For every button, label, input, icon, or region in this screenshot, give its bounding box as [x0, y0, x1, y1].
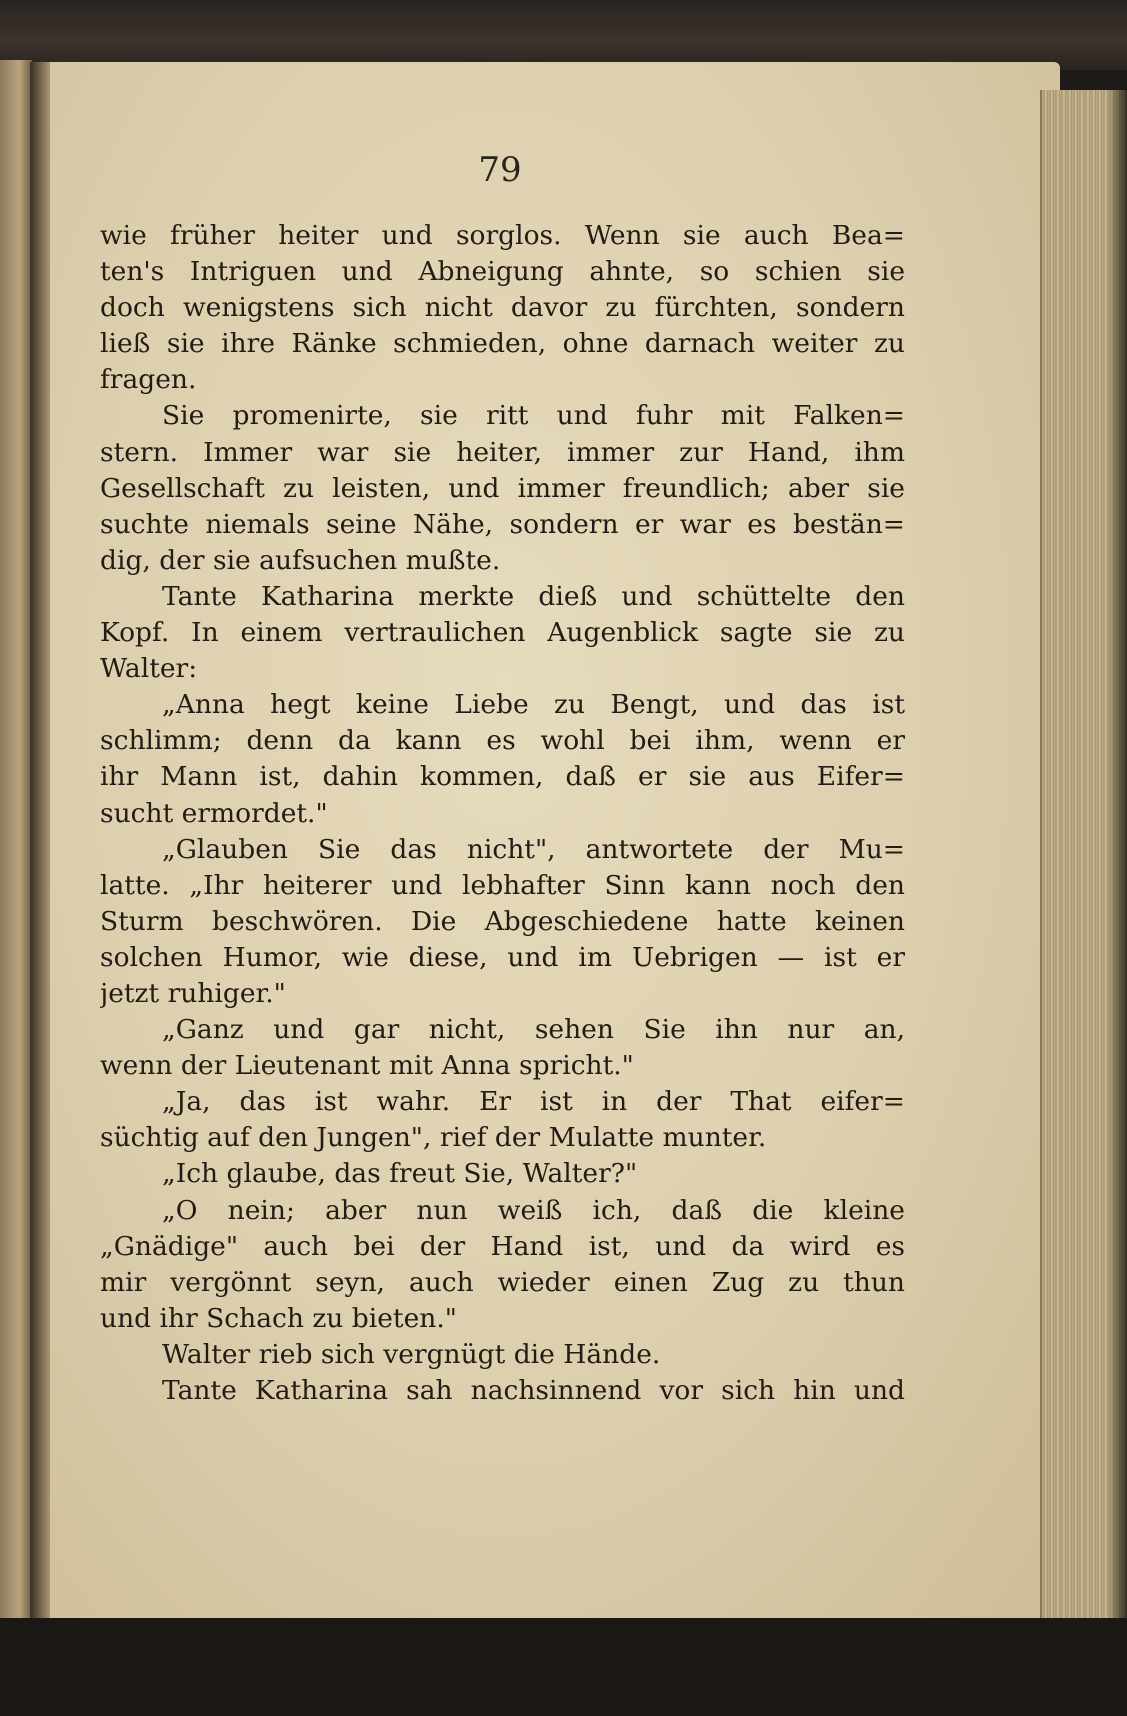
- background-bottom: [0, 1618, 1127, 1716]
- text-line: latte. „Ihr heiterer und lebhafter Sinn kann noch den: [100, 869, 905, 901]
- text-line: „Ja, das ist wahr. Er ist in der That eifer=: [162, 1086, 905, 1118]
- previous-page-edge: [0, 60, 32, 1620]
- text-line: Gesellschaft zu leisten, und immer freundlich; aber sie: [100, 472, 905, 504]
- text-line: solchen Humor, wie diese, und im Uebrigen — ist er: [100, 941, 905, 973]
- text-line: Sturm beschwören. Die Abgeschiedene hatte keinen: [100, 905, 905, 937]
- text-line: wie früher heiter und sorglos. Wenn sie auch Bea=: [100, 220, 905, 251]
- text-line: wenn der Lieutenant mit Anna spricht.": [100, 1050, 634, 1082]
- text-line: ihr Mann ist, dahin kommen, daß er sie aus Eifer=: [100, 761, 905, 793]
- text-line: ten's Intriguen und Abneigung ahnte, so schien sie: [100, 256, 905, 288]
- text-line: suchte niemals seine Nähe, sondern er war es bestän=: [100, 508, 905, 540]
- text-line: „Anna hegt keine Liebe zu Bengt, und das ist: [162, 689, 905, 721]
- text-line: jetzt ruhiger.": [100, 977, 286, 1009]
- page-block-edges: [1040, 90, 1127, 1620]
- page-number: 79: [478, 150, 522, 190]
- text-line: schlimm; denn da kann es wohl bei ihm, wenn er: [100, 725, 905, 757]
- body-text: [100, 218, 905, 1409]
- text-line: „Glauben Sie das nicht", antwortete der Mu=: [162, 833, 905, 865]
- text-line: ließ sie ihre Ränke schmieden, ohne darnach weiter zu: [100, 328, 905, 360]
- text-line: „O nein; aber nun weiß ich, daß die kleine: [162, 1194, 905, 1226]
- text-line: „Ich glaube, das freut Sie, Walter?": [162, 1158, 638, 1190]
- text-line: fragen.: [100, 364, 197, 396]
- text-line: stern. Immer war sie heiter, immer zur Hand, ihm: [100, 436, 905, 468]
- text-line: Walter rieb sich vergnügt die Hände.: [162, 1338, 661, 1370]
- text-line: Sie promenirte, sie ritt und fuhr mit Falken=: [162, 400, 905, 432]
- text-line: sucht ermordet.": [100, 797, 328, 829]
- text-line: Tante Katharina sah nachsinnend vor sich hin und: [162, 1375, 905, 1406]
- text-line: Walter:: [100, 653, 198, 685]
- text-line: dig, der sie aufsuchen mußte.: [100, 544, 501, 576]
- text-line: mir vergönnt seyn, auch wieder einen Zug zu thun: [100, 1266, 905, 1298]
- text-line: und ihr Schach zu bieten.": [100, 1302, 457, 1334]
- text-line: Tante Katharina merkte dieß und schüttelte den: [162, 580, 905, 612]
- text-line: doch wenigstens sich nicht davor zu fürchten, sondern: [100, 292, 905, 324]
- text-line: Kopf. In einem vertraulichen Augenblick sagte sie zu: [100, 617, 905, 649]
- text-line: süchtig auf den Jungen", rief der Mulatte munter.: [100, 1122, 767, 1154]
- book-cover-top-edge: [0, 0, 1127, 70]
- text-line: „Gnädige" auch bei der Hand ist, und da wird es: [100, 1230, 905, 1262]
- text-line: „Ganz und gar nicht, sehen Sie ihn nur an,: [162, 1014, 905, 1046]
